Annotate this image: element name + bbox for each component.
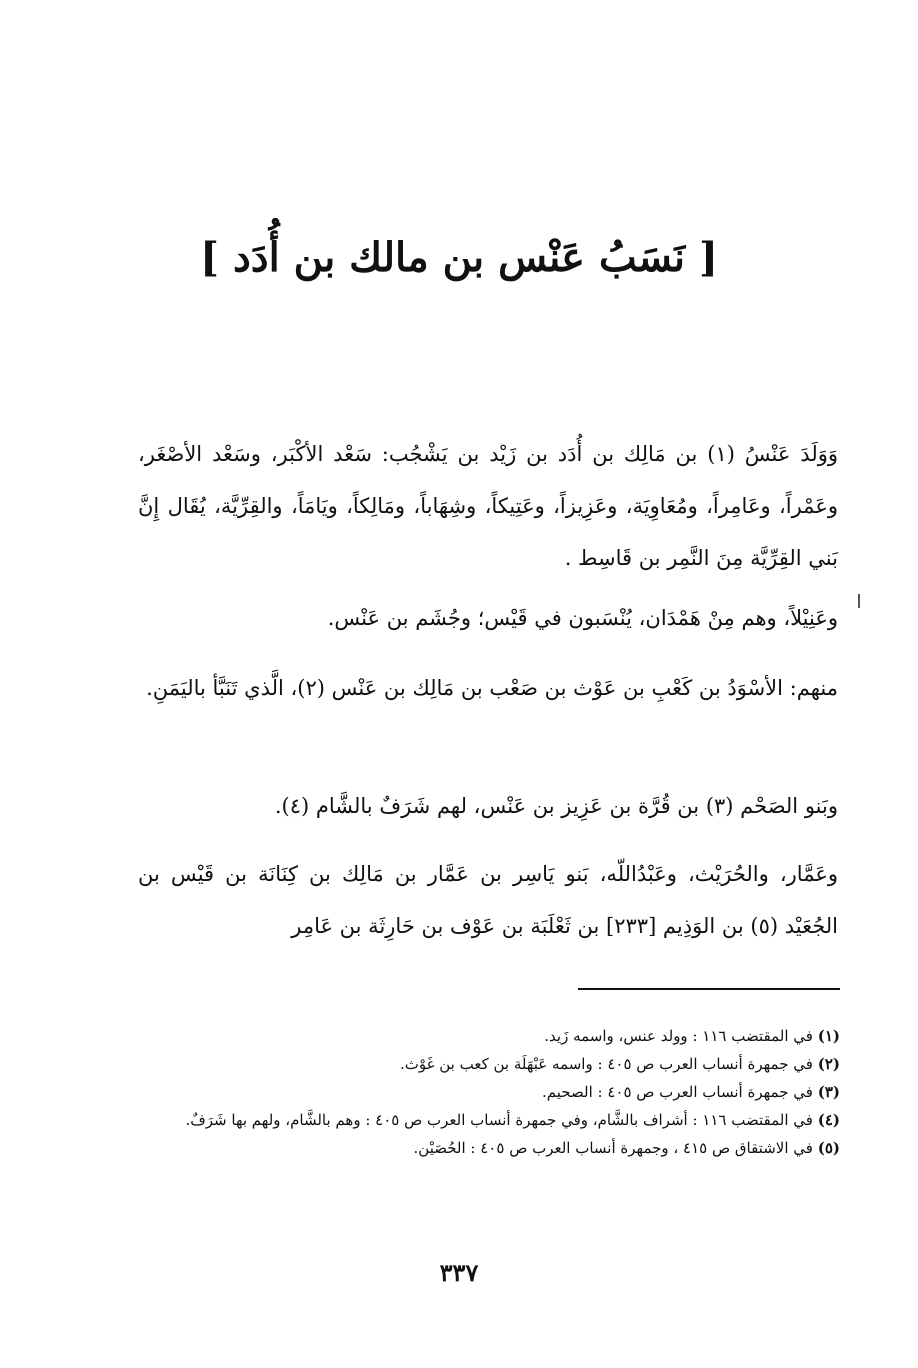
paragraph-4 bbox=[138, 780, 838, 832]
footnote-number: (١) bbox=[817, 1027, 840, 1045]
paragraph-3 bbox=[138, 662, 838, 714]
footnote-1 bbox=[138, 1022, 840, 1050]
footnote-number: (٢) bbox=[817, 1055, 840, 1073]
footnote-divider bbox=[578, 988, 840, 990]
footnotes bbox=[138, 1022, 840, 1162]
paragraph-5 bbox=[138, 848, 838, 952]
paragraph-text: وَوَلَدَ عَنْسُ (١) بن مَالِك بن أُدَد بن زَيْد بن يَشْجُب: سَعْد الأكْبَر، وسَعْد الأصْغَر، وعَمْراً، وعَامِراً، ومُعَاوِيَة، وعَزِيزاً، وعَتِيكاً، وشِهَاباً، ومَالِكاً، ويَامَاً، والقِرِّيَّة، يُقَال إِنَّ بَني القِرِّيَّة مِنَ النَّمِر بن قَاسِط . bbox=[138, 442, 839, 570]
footnote-4 bbox=[138, 1106, 840, 1134]
footnote-number: (٤) bbox=[817, 1111, 840, 1129]
footnote-text: في الاشتقاق ص ٤١٥ ، وجمهرة أنساب العرب ص ٤٠٥ : الحُصَيْن. bbox=[413, 1139, 813, 1157]
chapter-title: [ نَسَبُ عَنْس بن مالك بن أُدَد ] bbox=[200, 234, 718, 281]
footnote-number: (٥) bbox=[817, 1139, 840, 1157]
footnote-number: (٣) bbox=[817, 1083, 840, 1101]
footnote-text: في جمهرة أنساب العرب ص ٤٠٥ : واسمه عَبْهَلَة بن كعب بن غَوْث. bbox=[400, 1055, 813, 1073]
paragraph-text: وعَمَّار، والحُرَيْث، وعَبْدُاللّه، بَنو يَاسِر بن عَمَّار بن مَالِك بن كِنَانَة بن قَيْس بن الجُعَيْد (٥) بن الوَذِيم [٢٣٣] بن ثَعْلَبَة بن عَوْف بن حَارِثَة بن عَامِر bbox=[138, 862, 838, 938]
footnote-3 bbox=[138, 1078, 840, 1106]
footnote-5 bbox=[138, 1134, 840, 1162]
footnote-2 bbox=[138, 1050, 840, 1078]
paragraph-text: وعَنِيْلاً، وهم مِنْ هَمْدَان، يُنْسَبون في قَيْس؛ وجُشَم بن عَنْس. bbox=[327, 606, 838, 630]
page-number: ٣٣٧ bbox=[439, 1258, 479, 1287]
paragraph-2 bbox=[138, 592, 838, 644]
footnote-text: في المقتضب ١١٦ : أشراف بالشَّام، وفي جمهرة أنساب العرب ص ٤٠٥ : وهم بالشَّام، ولهم بها شَرَفٌ. bbox=[185, 1111, 813, 1129]
paragraph-text: وبَنو الصَحْم (٣) بن قُرَّة بن عَزِيز بن عَنْس، لهم شَرَفٌ بالشَّام (٤). bbox=[274, 794, 838, 818]
paragraph-text: منهم: الأسْوَدُ بن كَعْبِ بن عَوْث بن صَعْب بن مَالِك بن عَنْس (٢)، الَّذي تَنَبَّأ باليَمَنِ. bbox=[146, 676, 838, 700]
footnote-text: في المقتضب ١١٦ : وولد عنس، واسمه زَيد. bbox=[544, 1027, 813, 1045]
paragraph-1 bbox=[138, 428, 838, 584]
footnote-text: في جمهرة أنساب العرب ص ٤٠٥ : الصحيم. bbox=[542, 1083, 813, 1101]
margin-mark bbox=[858, 594, 860, 608]
